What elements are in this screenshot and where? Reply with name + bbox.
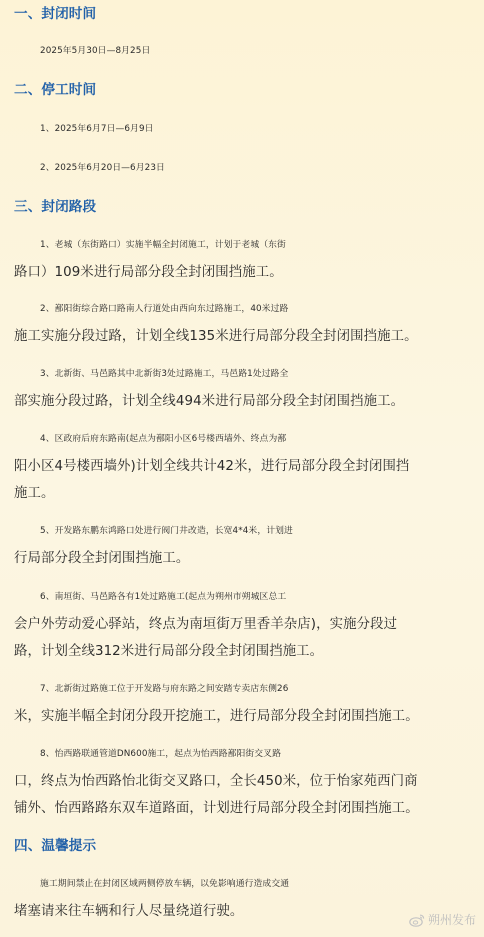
road-line: 6、南垣街、马邑路各有1处过路施工(起点为朔州市朔城区总工 [40,592,287,602]
stop-time-item: 2、2025年6月20日—6月23日 [40,163,165,173]
heading-stop-time: 二、停工时间 [14,82,97,98]
road-line: 7、北新街过路施工位于开发路与府东路之间安踏专卖店东侧26 [40,684,289,694]
road-line: 会户外劳动爱心驿站，终点为南垣街万里香羊杂店)，实施分段过 [14,617,398,632]
road-line: 3、北新街、马邑路其中北新街3处过路施工，马邑路1处过路全 [40,369,289,379]
road-line: 路口）109米进行局部分段全封闭围挡施工。 [14,265,283,280]
tips-line: 施工期间禁止在封闭区域两侧停放车辆，以免影响通行造成交通 [40,879,290,889]
closure-time-text: 2025年5月30日—8月25日 [40,46,151,56]
road-line: 施工实施分段过路，计划全线135米进行局部分段全封闭围挡施工。 [14,329,418,344]
road-line: 施工。 [14,486,55,501]
road-line: 路，计划全线312米进行局部分段全封闭围挡施工。 [14,644,324,659]
tips-line: 堵塞请来往车辆和行人尽量绕道行驶。 [14,904,244,919]
watermark [409,912,476,928]
heading-roads: 三、封闭路段 [14,199,97,215]
road-line: 5、开发路东鹏东鸿路口处进行阀门井改造，长宽4*4米，计划进 [40,526,293,536]
weibo-icon [409,913,425,927]
road-line: 口，终点为怡西路怡北街交叉路口，全长450米，位于怡家苑西门商 [14,774,418,789]
road-line: 阳小区4号楼西墙外)计划全线共计42米，进行局部分段全封闭围挡 [14,459,410,474]
watermark-text: 朔州发布 [427,913,476,927]
road-line: 铺外、怡西路路东双车道路面，计划进行局部分段全封闭围挡施工。 [14,801,419,816]
road-line: 1、老城（东街路口）实施半幅全封闭施工，计划于老城（东街 [40,240,286,250]
road-line: 行局部分段全封闭围挡施工。 [14,551,190,566]
road-line: 米，实施半幅全封闭分段开挖施工，进行局部分段全封闭围挡施工。 [14,709,419,724]
road-line: 部实施分段过路，计划全线494米进行局部分段全封闭围挡施工。 [14,394,405,409]
heading-closure-time: 一、封闭时间 [14,6,97,22]
road-line: 8、怡西路联通管道DN600施工，起点为怡西路鄯阳街交叉路 [40,749,281,759]
heading-tips: 四、温馨提示 [14,838,97,854]
stop-time-item: 1、2025年6月7日—6月9日 [40,124,154,134]
road-line: 2、鄯阳街综合路口路南人行道处由西向东过路施工，40米过路 [40,304,289,314]
road-line: 4、区政府后府东路南(起点为鄯阳小区6号楼西墙外、终点为鄯 [40,434,287,444]
